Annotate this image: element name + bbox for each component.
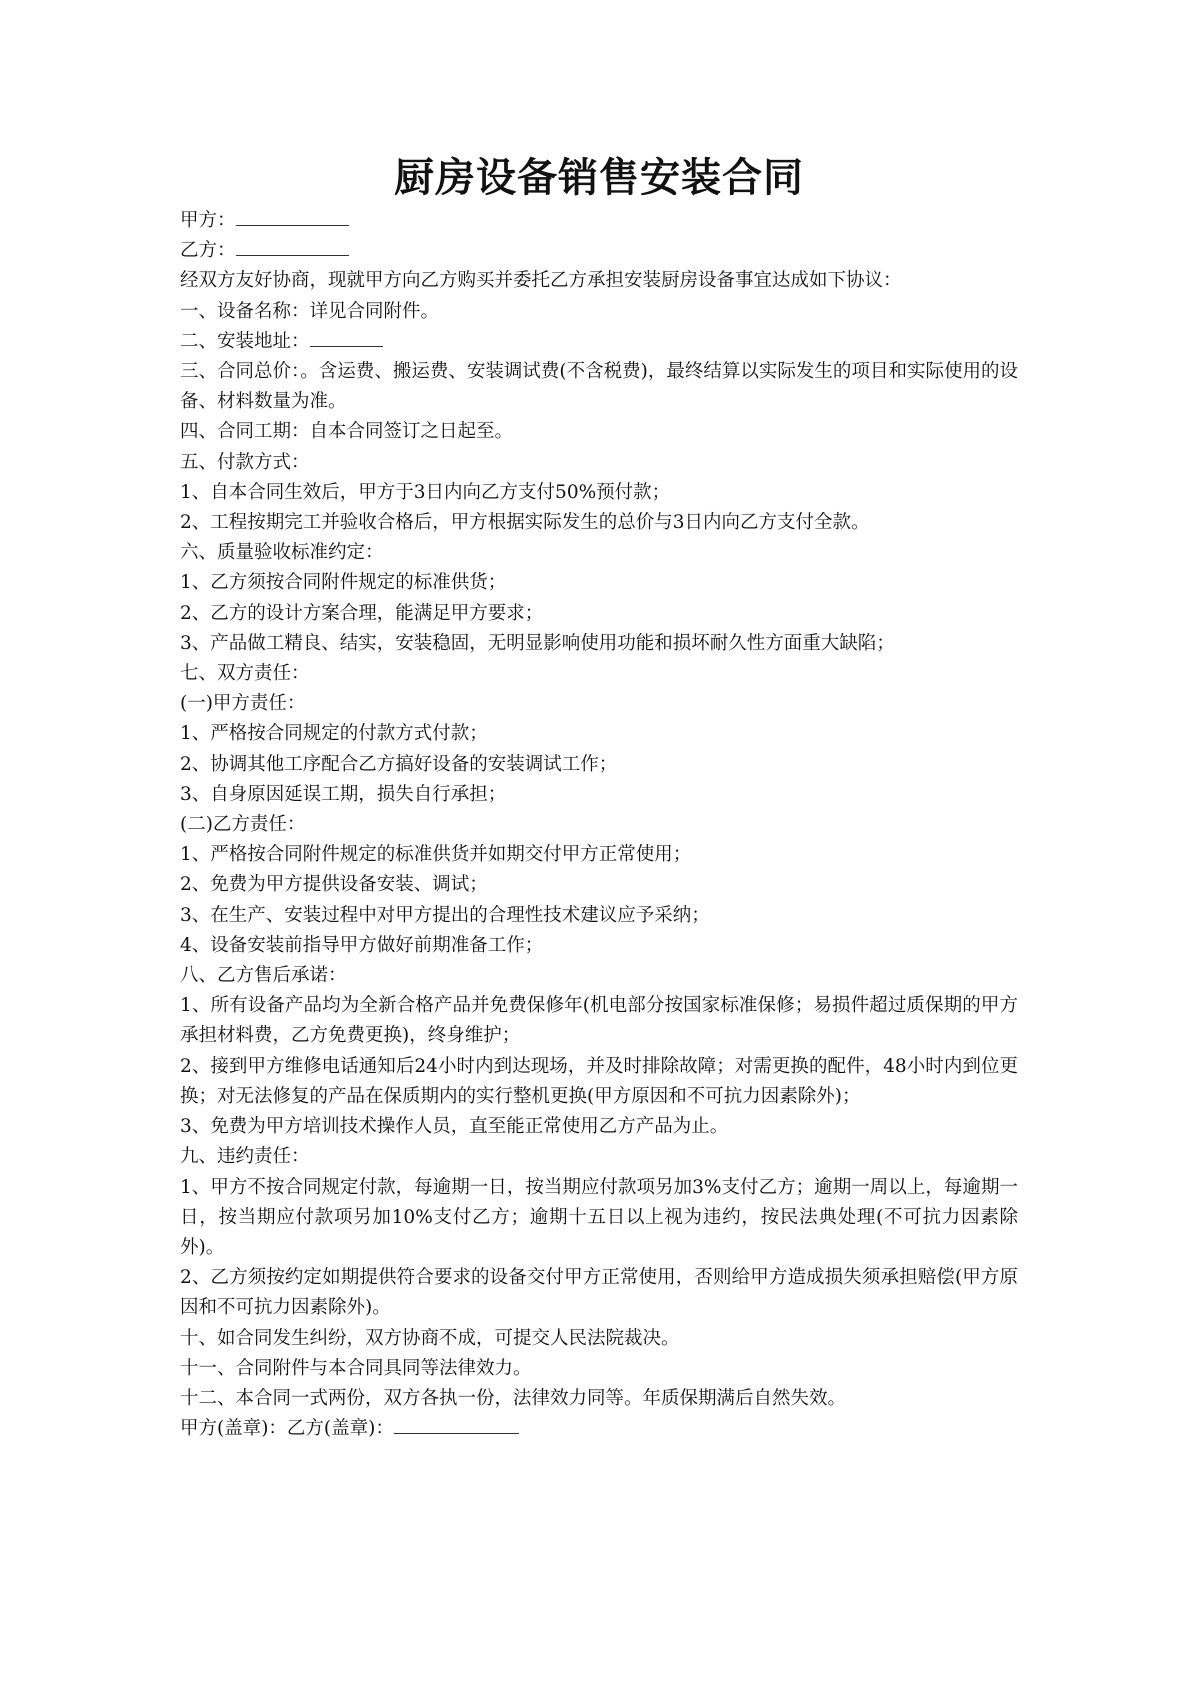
section-8-heading: 八、乙方售后承诺： — [180, 965, 347, 987]
section-7-heading: 七、双方责任： — [180, 663, 310, 685]
section-7b-item-1: 1、严格按合同附件规定的标准供货并如期交付甲方正常使用； — [180, 844, 692, 866]
party-b-line — [180, 236, 1018, 266]
section-7b-item-4: 4、设备安装前指导甲方做好前期准备工作； — [180, 934, 544, 956]
section-7a-item-2: 2、协调其他工序配合乙方搞好设备的安装调试工作； — [180, 753, 618, 775]
section-7b-heading: (二)乙方责任： — [180, 814, 306, 836]
party-b-label: 乙方： — [180, 240, 236, 262]
section-5-heading: 五、付款方式： — [180, 451, 310, 473]
install-address-blank[interactable] — [310, 328, 383, 347]
section-7b-item-3: 3、在生产、安装过程中对甲方提出的合理性技术建议应予采纳； — [180, 904, 710, 926]
section-8-item-3: 3、免费为甲方培训技术操作人员，直至能正常使用乙方产品为止。 — [180, 1116, 729, 1138]
section-1-equipment-name: 一、设备名称：详见合同附件。 — [180, 300, 440, 322]
document-title: 厨房设备销售安装合同 — [394, 155, 804, 201]
section-12-copies: 十二、本合同一式两份，双方各执一份，法律效力同等。年质保期满后自然失效。 — [180, 1387, 847, 1409]
party-a-label: 甲方： — [180, 210, 236, 231]
section-4-duration: 四、合同工期：自本合同签订之日起至。 — [180, 421, 514, 443]
section-9-item-1: 1、甲方不按合同规定付款，每逾期一日，按当期应付款项另加3%支付乙方；逾期一周以上，每逾期一日，按当期应付款项另加10%支付乙方；逾期十五日以上视为违约，按民法典处理(不可抗力因素除外)。 — [180, 1176, 1018, 1258]
section-2-install-address — [180, 327, 1018, 357]
section-3-total-price: 三、合同总价：。含运费、搬运费、安装调试费(不含税费)，最终结算以实际发生的项目和实际使用的设备、材料数量为准。 — [180, 361, 1018, 413]
party-a-blank[interactable] — [236, 207, 349, 226]
section-11-attachments: 十一、合同附件与本合同具同等法律效力。 — [180, 1357, 532, 1379]
signature-blank[interactable] — [394, 1415, 519, 1434]
party-a-line — [180, 206, 1018, 236]
contract-page — [180, 150, 1018, 1444]
section-9-heading: 九、违约责任： — [180, 1146, 310, 1168]
party-b-blank[interactable] — [236, 237, 349, 256]
section-5-item-2: 2、工程按期完工并验收合格后，甲方根据实际发生的总价与3日内向乙方支付全款。 — [180, 512, 870, 534]
section-7a-heading: (一)甲方责任： — [180, 693, 306, 715]
section-8-item-1: 1、所有设备产品均为全新合格产品并免费保修年(机电部分按国家标准保修；易损件超过质保期的甲方承担材料费，乙方免费更换)，终身维护； — [180, 995, 1018, 1047]
section-8-item-2: 2、接到甲方维修电话通知后24小时内到达现场，并及时排除故障；对需更换的配件，48小时内到位更换；对无法修复的产品在保质期内的实行整机更换(甲方原因和不可抗力因素除外)； — [180, 1055, 1018, 1107]
section-6-heading: 六、质量验收标准约定： — [180, 542, 384, 564]
section-7b-item-2: 2、免费为甲方提供设备安装、调试； — [180, 874, 488, 896]
section-6-item-2: 2、乙方的设计方案合理，能满足甲方要求； — [180, 602, 544, 624]
signature-line — [180, 1414, 1018, 1444]
section-9-item-2: 2、乙方须按约定如期提供符合要求的设备交付甲方正常使用，否则给甲方造成损失须承担赔偿(甲方原因和不可抗力因素除外)。 — [180, 1267, 1018, 1319]
section-6-item-3: 3、产品做工精良、结实，安装稳固，无明显影响使用功能和损坏耐久性方面重大缺陷； — [180, 632, 895, 654]
section-10-disputes: 十、如合同发生纠纷，双方协商不成，可提交人民法院裁决。 — [180, 1327, 680, 1349]
intro-paragraph: 经双方友好协商，现就甲方向乙方购买并委托乙方承担安装厨房设备事宜达成如下协议： — [180, 270, 902, 292]
section-7a-item-3: 3、自身原因延误工期，损失自行承担； — [180, 783, 507, 805]
signature-labels: 甲方(盖章)：乙方(盖章)： — [180, 1418, 394, 1440]
section-5-item-1: 1、自本合同生效后，甲方于3日内向乙方支付50%预付款； — [180, 481, 671, 503]
section-7a-item-1: 1、严格按合同规定的付款方式付款； — [180, 723, 488, 745]
section-6-item-1: 1、乙方须按合同附件规定的标准供货； — [180, 572, 507, 594]
install-address-label: 二、安装地址： — [180, 330, 310, 352]
